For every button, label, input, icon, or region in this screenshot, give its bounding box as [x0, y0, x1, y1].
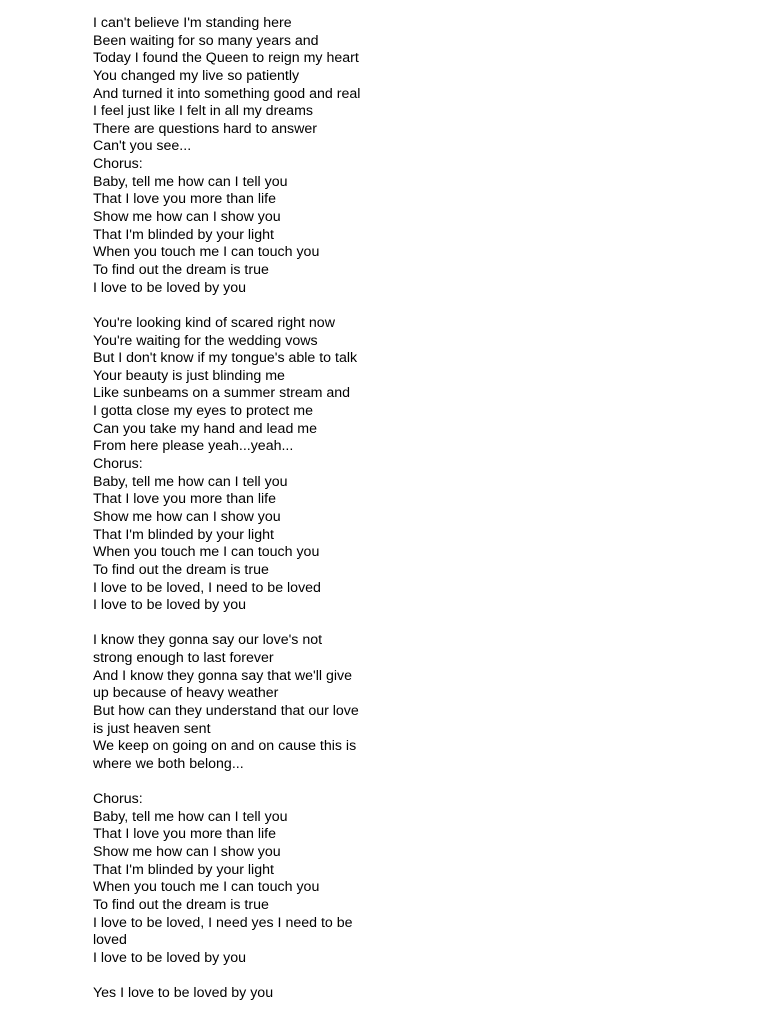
lyric-line: From here please yeah...yeah...	[93, 438, 294, 455]
stanza-gap	[93, 774, 373, 792]
lyric-line: I know they gonna say our love's not	[93, 632, 323, 649]
lyrics-text	[93, 15, 373, 1003]
verse-2	[93, 315, 373, 456]
lyric-line: When you touch me I can touch you	[93, 544, 320, 561]
lyric-line: You're looking kind of scared right now	[93, 314, 335, 331]
lyric-line: I love to be loved by you	[93, 597, 247, 614]
lyric-line: I can't believe I'm standing here	[93, 15, 292, 31]
lyric-line: I love to be loved by you	[93, 279, 247, 296]
verse-1	[93, 15, 373, 156]
lyric-line: That I'm blinded by your light	[93, 226, 274, 243]
chorus-1	[93, 156, 373, 297]
verse-3	[93, 632, 373, 773]
lyric-line: Show me how can I show you	[93, 844, 281, 861]
stanza-gap	[93, 615, 373, 633]
lyric-line: When you touch me I can touch you	[93, 244, 320, 261]
lyric-line: Show me how can I show you	[93, 508, 281, 525]
lyric-line: That I'm blinded by your light	[93, 526, 274, 543]
lyric-line: I gotta close my eyes to protect me	[93, 403, 314, 420]
lyric-line: There are questions hard to answer	[93, 120, 317, 137]
chorus-3	[93, 791, 373, 967]
lyric-line: I love to be loved, I need to be loved	[93, 579, 321, 596]
lyric-line: Can't you see...	[93, 138, 192, 155]
lyric-line: But how can they understand that our love	[93, 702, 359, 719]
lyric-line: Can you take my hand and lead me	[93, 420, 317, 437]
chorus-2	[93, 456, 373, 615]
lyric-line: You're waiting for the wedding vows	[93, 332, 318, 349]
chorus-heading: Chorus:	[93, 156, 143, 173]
lyric-line: I feel just like I felt in all my dreams	[93, 103, 313, 120]
outro	[93, 985, 373, 1003]
lyric-line: To find out the dream is true	[93, 261, 269, 278]
lyric-line: Today I found the Queen to reign my heart	[93, 50, 359, 67]
lyric-line: Been waiting for so many years and	[93, 32, 319, 49]
lyric-line: That I love you more than life	[93, 491, 276, 508]
chorus-heading: Chorus:	[93, 456, 143, 473]
lyric-line: up because of heavy weather	[93, 685, 279, 702]
chorus-heading: Chorus:	[93, 791, 143, 808]
lyric-line: When you touch me I can touch you	[93, 879, 320, 896]
lyric-line: Yes I love to be loved by you	[93, 985, 274, 1002]
lyric-line: I love to be loved, I need yes I need to be	[93, 914, 353, 931]
lyric-line: To find out the dream is true	[93, 897, 269, 914]
lyric-line: Baby, tell me how can I tell you	[93, 173, 288, 190]
lyric-line: We keep on going on and on cause this is	[93, 738, 357, 755]
lyric-line: loved	[93, 932, 127, 949]
lyric-line: strong enough to last forever	[93, 650, 274, 667]
lyric-line: And I know they gonna say that we'll give	[93, 667, 353, 684]
lyric-line: But I don't know if my tongue's able to talk	[93, 350, 358, 367]
lyric-line: Like sunbeams on a summer stream and	[93, 385, 351, 402]
stanza-gap	[93, 297, 373, 315]
lyric-line: is just heaven sent	[93, 720, 211, 737]
lyric-line: To find out the dream is true	[93, 561, 269, 578]
lyric-line: I love to be loved by you	[93, 949, 247, 966]
lyric-line: Baby, tell me how can I tell you	[93, 473, 288, 490]
lyric-line: That I'm blinded by your light	[93, 861, 274, 878]
lyric-line: That I love you more than life	[93, 191, 276, 208]
lyric-line: where we both belong...	[93, 755, 244, 772]
stanza-gap	[93, 968, 373, 986]
lyric-line: And turned it into something good and real	[93, 85, 361, 102]
lyric-line: That I love you more than life	[93, 826, 276, 843]
lyric-line: Baby, tell me how can I tell you	[93, 808, 288, 825]
lyric-line: Your beauty is just blinding me	[93, 367, 285, 384]
lyric-line: You changed my live so patiently	[93, 67, 300, 84]
lyric-line: Show me how can I show you	[93, 209, 281, 226]
